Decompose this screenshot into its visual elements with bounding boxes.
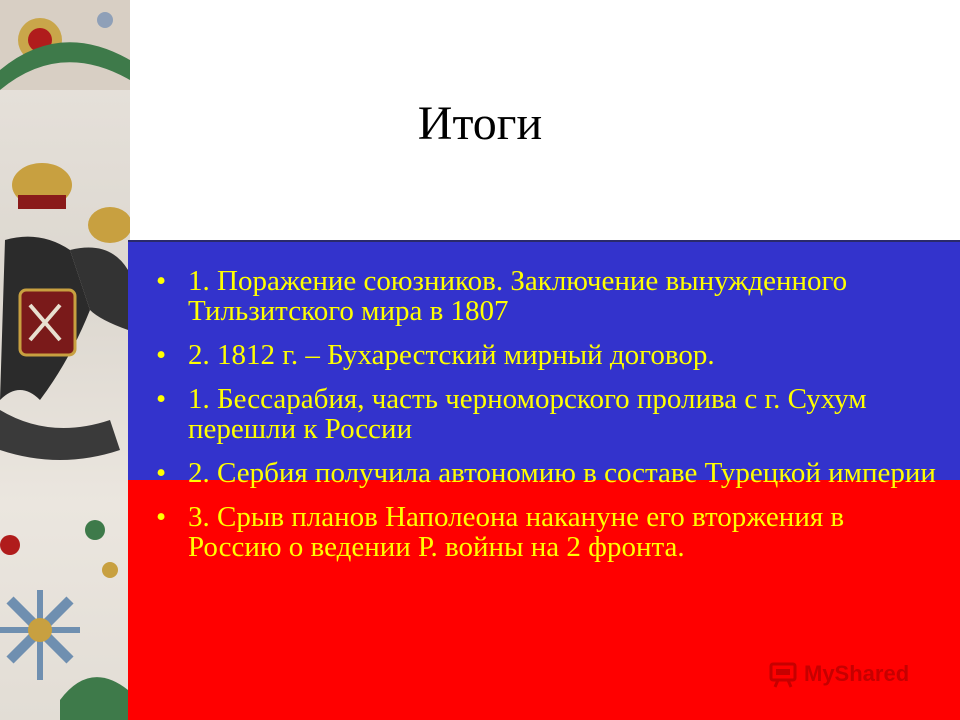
myshared-logo-icon	[768, 659, 798, 689]
bullet-dot: •	[156, 265, 167, 297]
bullet-dot: •	[156, 457, 167, 489]
bullet-text: 3. Срыв планов Наполеона накануне его вторжения в Россию о ведении Р. войны на 2 фронта.	[188, 501, 845, 563]
bullet-text: 2. Сербия получила автономию в составе Турецкой империи	[188, 457, 936, 489]
slide-title: Итоги	[417, 97, 543, 150]
bullet-item	[156, 266, 936, 326]
bullet-item	[156, 502, 936, 562]
bullet-dot: •	[156, 383, 167, 415]
bullet-text: 2. 1812 г. – Бухарестский мирный договор.	[188, 339, 715, 371]
bullet-dot: •	[156, 339, 167, 371]
bullet-text: 1. Бессарабия, часть черноморского пролива с г. Сухум перешли к России	[188, 383, 867, 445]
bullet-item	[156, 458, 936, 488]
bullet-item	[156, 340, 936, 370]
bullet-dot: •	[156, 501, 167, 533]
bullet-text: 1. Поражение союзников. Заключение вынужденного Тильзитского мира в 1807	[188, 265, 848, 327]
left-ornamental-strip	[0, 0, 130, 720]
bullet-item	[156, 384, 936, 444]
imperial-eagle-ornament-icon	[0, 0, 130, 720]
bullet-list	[156, 266, 936, 576]
watermark-text: MyShared	[804, 661, 910, 686]
myshared-watermark[interactable]	[768, 656, 909, 692]
